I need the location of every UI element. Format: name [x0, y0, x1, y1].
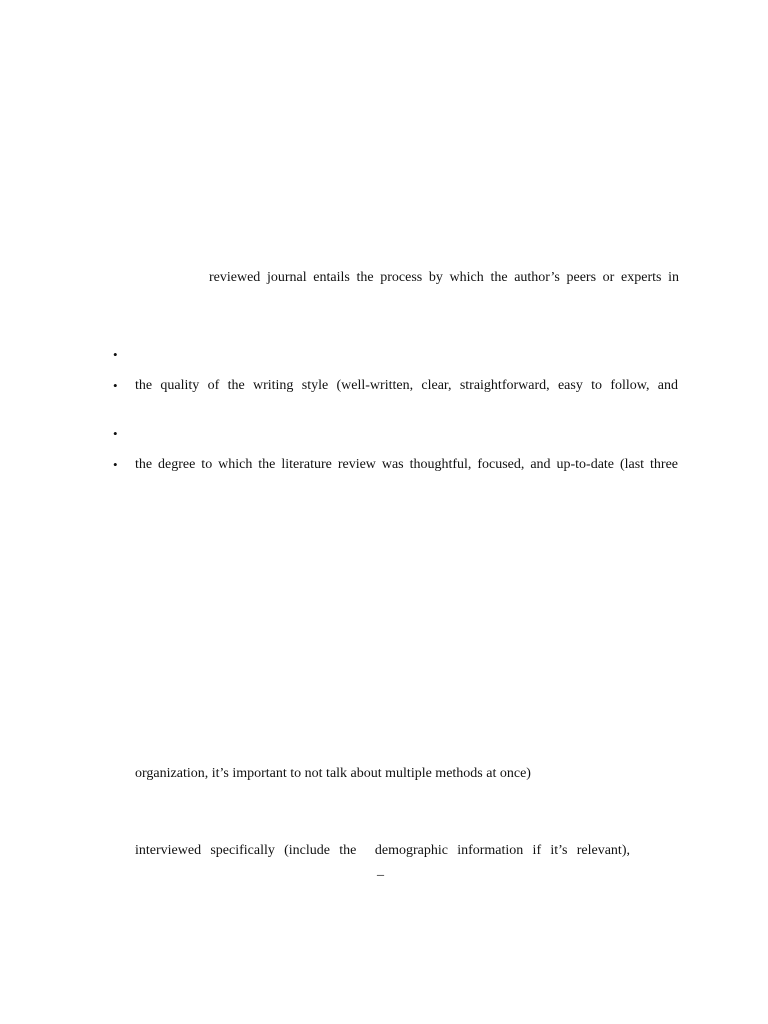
- bullet-text-writing-style: the quality of the writing style (well-written, clear, straightforward, easy to follow, and: [135, 378, 678, 393]
- bullet-point-icon: •: [113, 426, 118, 441]
- bullet-point-icon: •: [113, 457, 118, 472]
- interview-text-line: interviewed specifically (include the demographic information if it’s relevant),: [135, 843, 630, 858]
- stray-underscore-mark: _: [377, 863, 384, 878]
- bullet-point-icon: •: [113, 378, 118, 393]
- bullet-text-literature-review: the degree to which the literature review was thoughtful, focused, and up-to-date (last three: [135, 457, 678, 472]
- intro-text-line: reviewed journal entails the process by which the author’s peers or experts in: [209, 270, 679, 285]
- organization-text-line: organization, it’s important to not talk about multiple methods at once): [135, 766, 531, 781]
- bullet-point-icon: •: [113, 347, 118, 362]
